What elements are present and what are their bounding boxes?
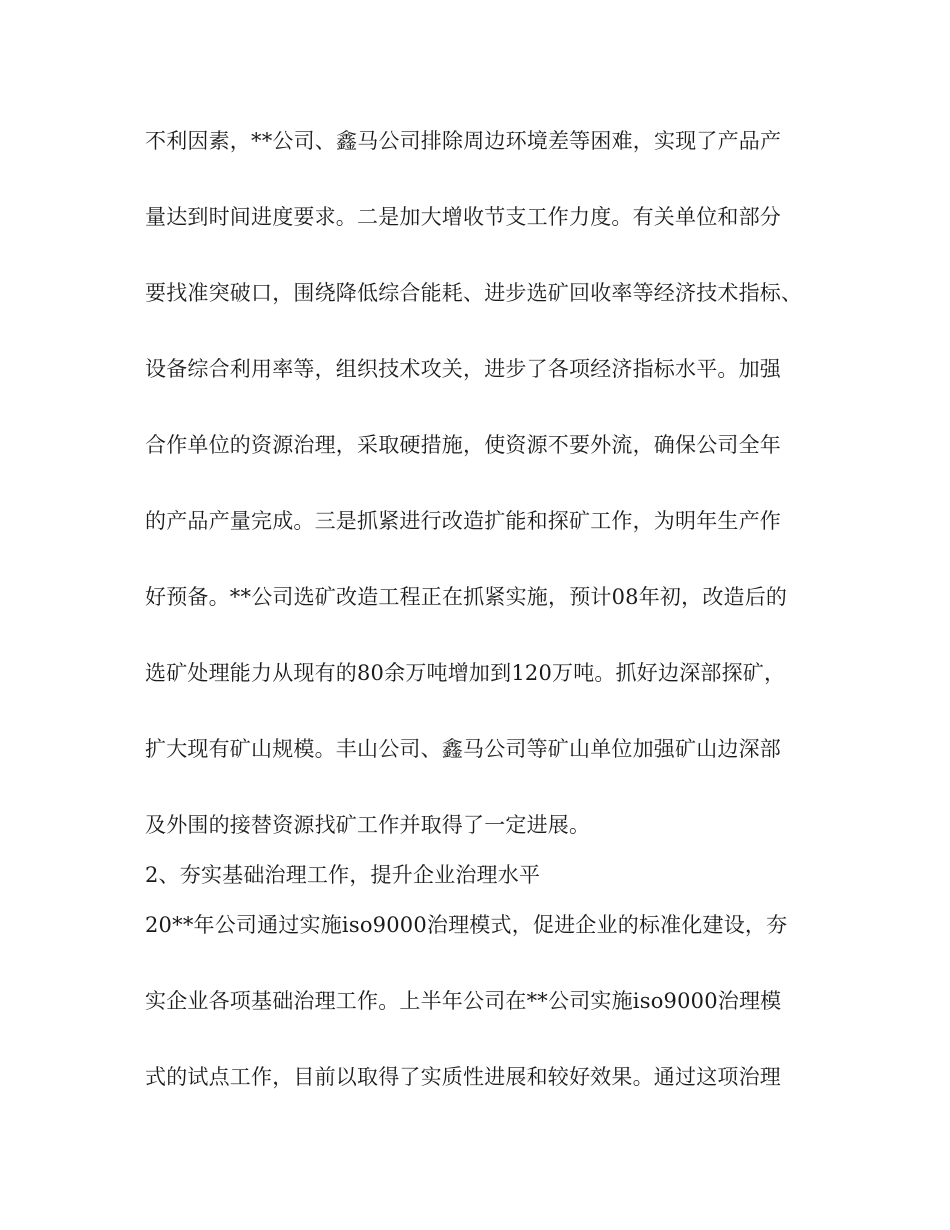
body-text-line: 实企业各项基础治理工作。上半年公司在**公司实施iso9000治理模 [145, 989, 782, 1013]
body-text-line: 及外围的接替资源找矿工作并取得了一定进展。 [145, 813, 591, 837]
body-text-line: 不利因素，**公司、鑫马公司排除周边环境差等困难，实现了产品产 [145, 129, 782, 153]
body-text-line: 设备综合利用率等，组织技术攻关，进步了各项经济指标水平。加强 [145, 357, 781, 381]
section-heading: 2、夯实基础治理工作，提升企业治理水平 [145, 863, 541, 887]
body-text-line: 好预备。**公司选矿改造工程正在抓紧实施，预计08年初，改造后的 [145, 585, 788, 609]
body-text-line: 20**年公司通过实施iso9000治理模式，促进企业的标准化建设，夯 [145, 913, 788, 937]
body-text-line: 量达到时间进度要求。二是加大增收节支工作力度。有关单位和部分 [145, 205, 781, 229]
body-text-line: 的产品产量完成。三是抓紧进行改造扩能和探矿工作，为明年生产作 [145, 509, 781, 533]
body-text-line: 式的试点工作，目前以取得了实质性进展和较好效果。通过这项治理 [145, 1065, 781, 1089]
body-text-line: 合作单位的资源治理，采取硬措施，使资源不要外流，确保公司全年 [145, 433, 781, 457]
body-text-line: 选矿处理能力从现有的80余万吨增加到120万吨。抓好边深部探矿， [145, 661, 786, 685]
body-text-line: 要找准突破口，围绕降低综合能耗、进步选矿回收率等经济技术指标、 [145, 281, 803, 305]
body-text-line: 扩大现有矿山规模。丰山公司、鑫马公司等矿山单位加强矿山边深部 [145, 737, 781, 761]
